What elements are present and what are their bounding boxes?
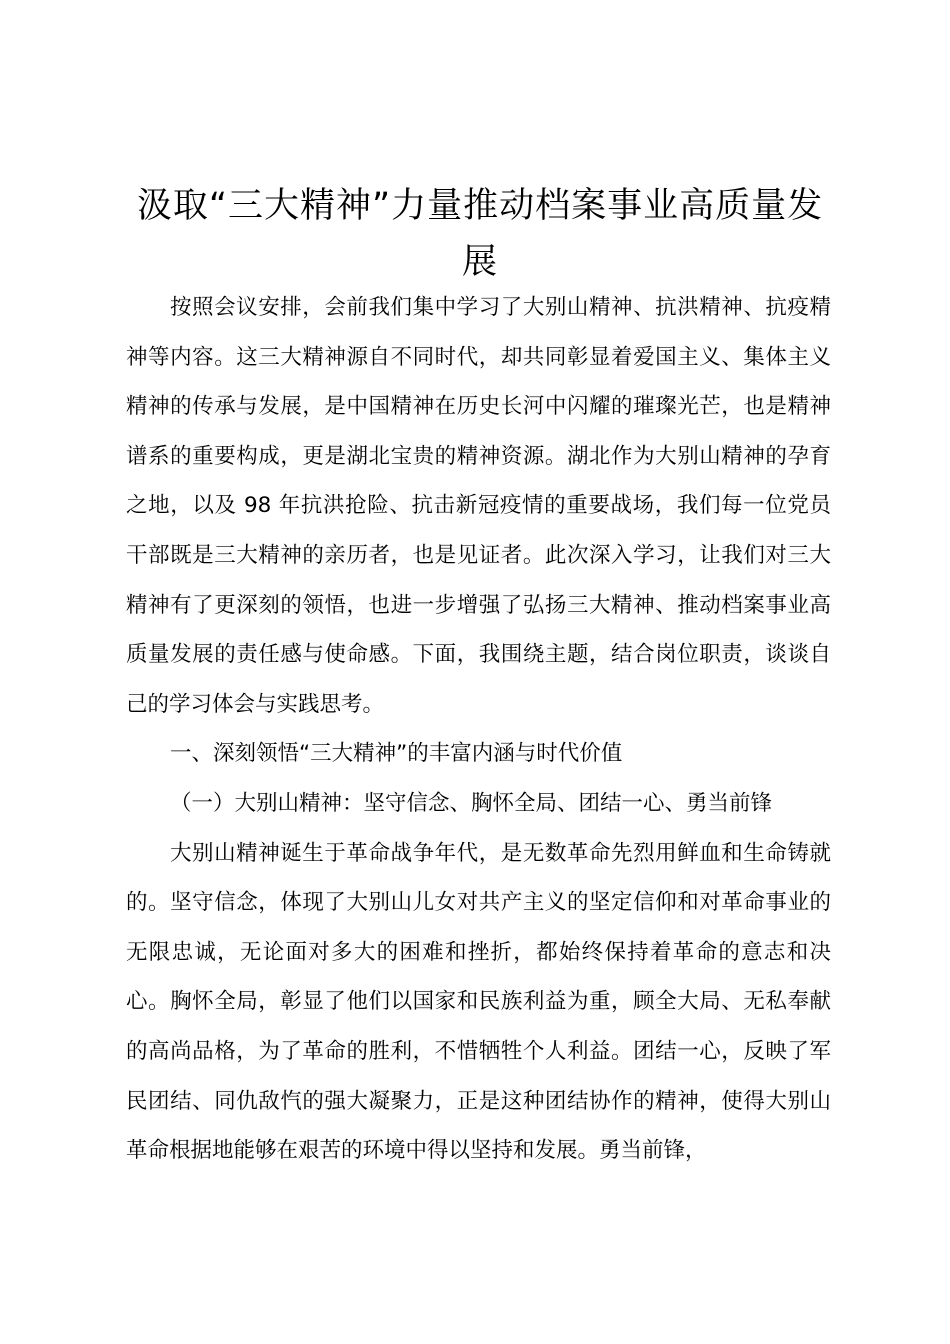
document-body xyxy=(126,283,831,1176)
intro-paragraph: 按照会议安排，会前我们集中学习了大别山精神、抗洪精神、抗疫精神等内容。这三大精神源自不同时代，却共同彰显着爱国主义、集体主义精神的传承与发展，是中国精神在历史长河中闪耀的璀璨光芒，也是精神谱系的重要构成，更是湖北宝贵的精神资源。湖北作为大别山精神的孕育之地，以及 98 年抗洪抢险、抗击新冠疫情的重要战场，我们每一位党员干部既是三大精神的亲历者，也是见证者。此次深入学习，让我们对三大精神有了更深刻的领悟，也进一步增强了弘扬三大精神、推动档案事业高质量发展的责任感与使命感。下面，我围绕主题，结合岗位职责，谈谈自己的学习体会与实践思考。 xyxy=(126,295,831,717)
document-title: 汲取“三大精神”力量推动档案事业高质量发展 xyxy=(136,186,824,282)
body-paragraph: 大别山精神诞生于革命战争年代，是无数革命先烈用鲜血和生命铸就的。坚守信念，体现了大别山儿女对共产主义的坚定信仰和对革命事业的无限忠诚，无论面对多大的困难和挫折，都始终保持着革命的意志和决心。胸怀全局，彰显了他们以国家和民族利益为重，顾全大局、无私奉献的高尚品格，为了革命的胜利，不惜牺牲个人利益。团结一心，反映了军民团结、同仇敌忾的强大凝聚力，正是这种团结协作的精神，使得大别山革命根据地能够在艰苦的环境中得以坚持和发展。勇当前锋， xyxy=(126,840,831,1164)
section-heading-1: 一、深刻领悟“三大精神”的丰富内涵与时代价值 xyxy=(170,741,623,767)
subsection-heading-1: （一）大别山精神：坚守信念、胸怀全局、团结一心、勇当前锋 xyxy=(170,790,773,816)
